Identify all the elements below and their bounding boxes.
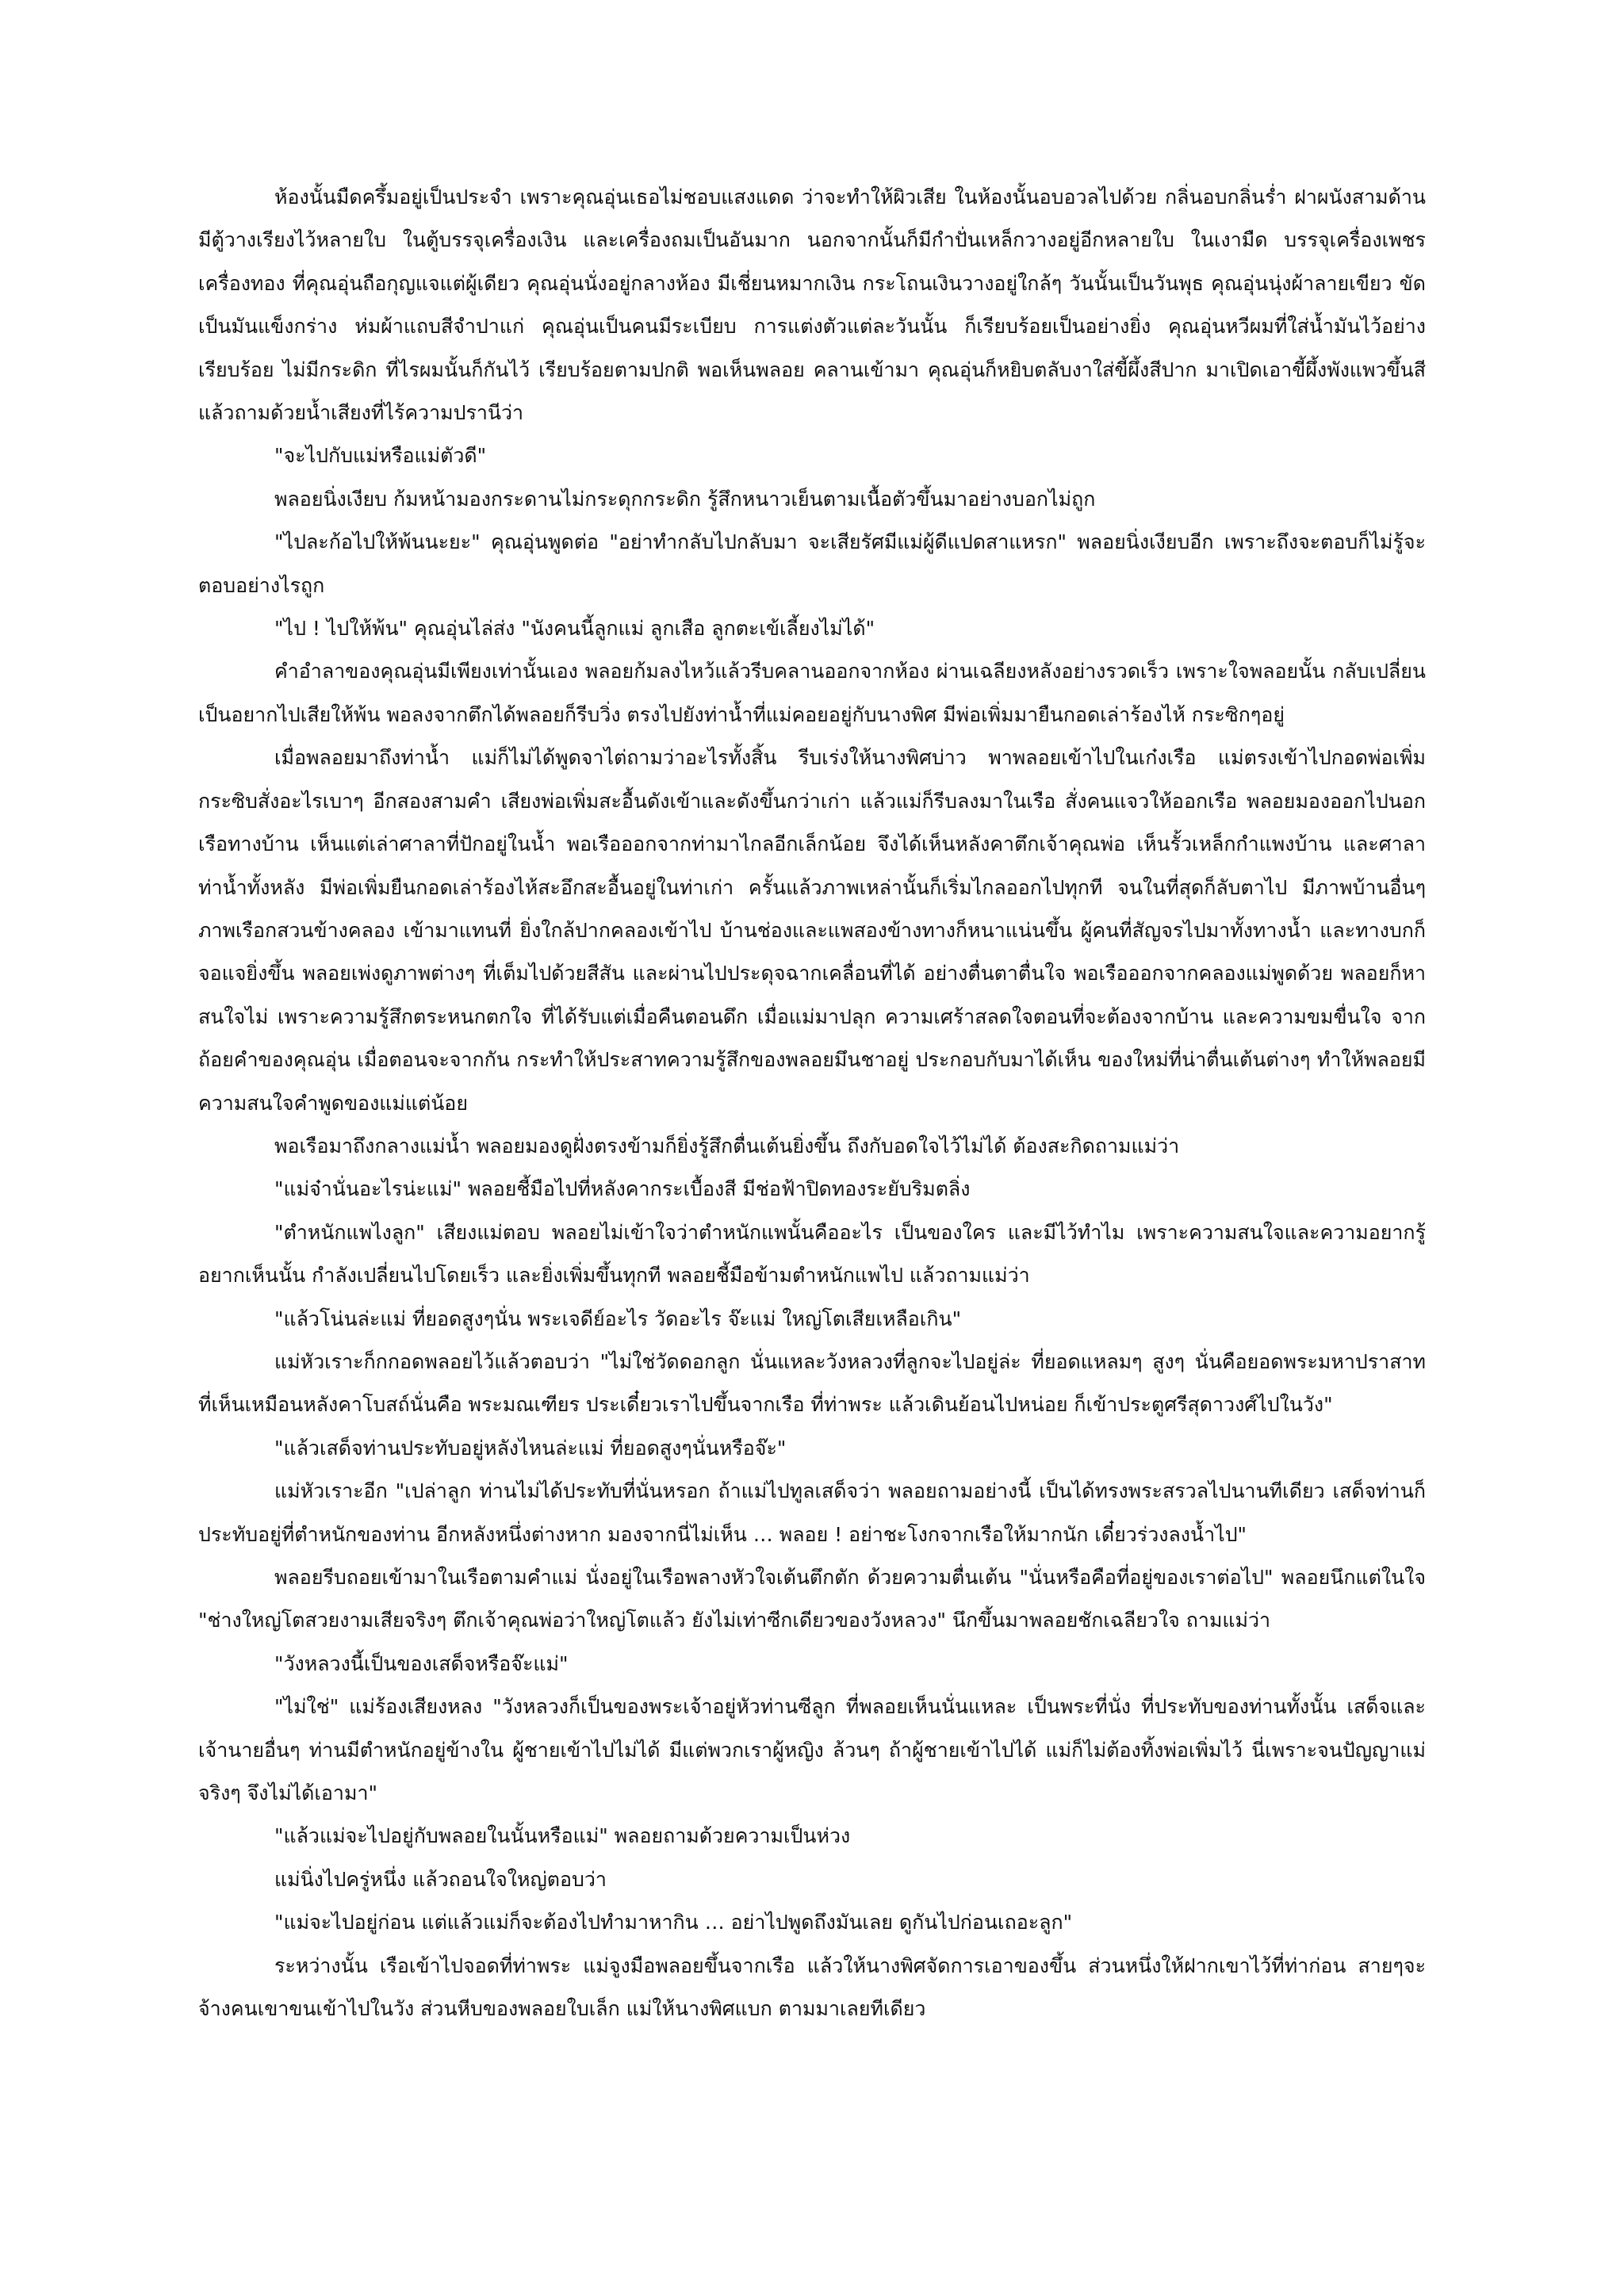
- paragraph: ระหว่างนั้น เรือเข้าไปจอดที่ท่าพระ แม่จูงมือพลอยขึ้นจากเรือ แล้วให้นางพิศจัดการเอาของขึ้น ส่วนหนึ่งให้ฝากเขาไว้ที่ท่าก่อน สายๆจะจ้างคนเขาขนเข้าไปในวัง ส่วนหีบของพลอยใบเล็ก แม่ให้นางพิศแบก ตามมาเลยทีเดียว: [198, 1954, 1426, 2021]
- paragraph: แม่นิ่งไปครู่หนึ่ง แล้วถอนใจใหญ่ตอบว่า: [274, 1867, 607, 1891]
- document-body: [198, 176, 1426, 2030]
- paragraph: พลอยรีบถอยเข้ามาในเรือตามคำแม่ นั่งอยู่ในเรือพลางหัวใจเต้นตึกตัก ด้วยความตื่นเต้น "นั่นหรือคือที่อยู่ของเราต่อไป" พลอยนึกแต่ในใจ "ช่างใหญ่โตสวยงามเสียจริงๆ ตึกเจ้าคุณพ่อว่าใหญ่โตแล้ว ยังไม่เท่าซีกเดียวของวังหลวง" นึกขึ้นมาพลอยชักเฉลียวใจ ถามแม่ว่า: [198, 1566, 1426, 1632]
- paragraph: "จะไปกับแม่หรือแม่ตัวดี": [274, 444, 487, 468]
- paragraph: "แล้วโน่นล่ะแม่ ที่ยอดสูงๆนั่น พระเจดีย์อะไร วัดอะไร จ๊ะแม่ ใหญ่โตเสียเหลือเกิน": [274, 1307, 962, 1330]
- paragraph: พลอยนิ่งเงียบ ก้มหน้ามองกระดานไม่กระดุกกระดิก รู้สึกหนาวเย็นตามเนื้อตัวขึ้นมาอย่างบอกไม่ถูก: [274, 487, 1096, 511]
- paragraph: "แล้วเสด็จท่านประทับอยู่หลังไหนล่ะแม่ ที่ยอดสูงๆนั่นหรือจ๊ะ": [274, 1436, 787, 1460]
- paragraph: แม่หัวเราะก็กกอดพลอยไว้แล้วตอบว่า "ไม่ใช่วัดดอกลูก นั่นแหละวังหลวงที่ลูกจะไปอยู่ล่ะ ที่ยอดแหลมๆ สูงๆ นั่นคือยอดพระมหาปราสาท ที่เห็นเหมือนหลังคาโบสถ์นั่นคือ พระมณเฑียร ประเดี๋ยวเราไปขึ้นจากเรือ ที่ท่าพระ แล้วเดินย้อนไปหน่อย ก็เข้าประตูศรีสุดาวงศ์ไปในวัง": [198, 1349, 1426, 1417]
- paragraph: เมื่อพลอยมาถึงท่าน้ำ แม่ก็ไม่ได้พูดจาไต่ถามว่าอะไรทั้งสิ้น รีบเร่งให้นางพิศบ่าว พาพลอยเข้าไปในเก๋งเรือ แม่ตรงเข้าไปกอดพ่อเพิ่ม กระซิบสั่งอะไรเบาๆ อีกสองสามคำ เสียงพ่อเพิ่มสะอื้นดังเข้าและดังขึ้นกว่าเก่า แล้วแม่ก็รีบลงมาในเรือ สั่งคนแจวให้ออกเรือ พลอยมองออกไปนอกเรือทางบ้าน เห็นแต่เล่าศาลาที่ปักอยู่ในน้ำ พอเรือออกจากท่ามาไกลอีกเล็กน้อย จึงได้เห็นหลังคาตึกเจ้าคุณพ่อ เห็นรั้วเหล็กกำแพงบ้าน และศาลาท่าน้ำทั้งหลัง มีพ่อเพิ่มยืนกอดเล่าร้องไห้สะอึกสะอื้นอยู่ในท่าเก่า ครั้นแล้วภาพเหล่านั้นก็เริ่มไกลออกไปทุกที จนในที่สุดก็ลับตาไป มีภาพบ้านอื่นๆ ภาพเรือกสวนข้างคลอง เข้ามาแทนที่ ยิ่งใกล้ปากคลองเข้าไป บ้านช่องและแพสองข้างทางก็หนาแน่นขึ้น ผู้คนที่สัญจรไปมาทั้งทางน้ำ และทางบกก็จอแจยิ่งขึ้น พลอยเพ่งดูภาพต่างๆ ที่เต็มไปด้วยสีสัน และผ่านไปประดุจฉากเคลื่อนที่ได้ อย่างตื่นตาตื่นใจ พอเรือออกจากคลองแม่พูดด้วย พลอยก็หาสนใจไม่ เพราะความรู้สึกตระหนกตกใจ ที่ได้รับแต่เมื่อคืนตอนดึก เมื่อแม่มาปลุก ความเศร้าสลดใจตอนที่จะต้องจากบ้าน และความขมขื่นใจ จากถ้อยคำของคุณอุ่น เมื่อตอนจะจากกัน กระทำให้ประสาทความรู้สึกของพลอยมึนชาอยู่ ประกอบกับมาได้เห็น ของใหม่ที่น่าตื่นเต้นต่างๆ ทำให้พลอยมีความสนใจคำพูดของแม่แต่น้อย: [198, 746, 1426, 1115]
- paragraph: "วังหลวงนี้เป็นของเสด็จหรือจ๊ะแม่": [274, 1651, 569, 1675]
- paragraph: คำอำลาของคุณอุ่นมีเพียงเท่านั้นเอง พลอยก้มลงไหว้แล้วรีบคลานออกจากห้อง ผ่านเฉลียงหลังอย่างรวดเร็ว เพราะใจพลอยนั้น กลับเปลี่ยนเป็นอยากไปเสียให้พ้น พอลงจากตึกได้พลอยก็รีบวิ่ง ตรงไปยังท่าน้ำที่แม่คอยอยู่กับนางพิศ มีพ่อเพิ่มมายืนกอดเล่าร้องไห้ กระซิกๆอยู่: [198, 660, 1426, 726]
- paragraph: "แม่จะไปอยู่ก่อน แต่แล้วแม่ก็จะต้องไปทำมาหากิน … อย่าไปพูดถึงมันเลย ดูกันไปก่อนเถอะลูก": [274, 1911, 1073, 1934]
- paragraph: พอเรือมาถึงกลางแม่น้ำ พลอยมองดูฝั่งตรงข้ามก็ยิ่งรู้สึกตื่นเต้นยิ่งขึ้น ถึงกับอดใจไว้ไม่ได้ ต้องสะกิดถามแม่ว่า: [274, 1134, 1180, 1158]
- paragraph: "ไป ! ไปให้พ้น" คุณอุ่นไล่ส่ง "นังคนนี้ลูกแม่ ลูกเสือ ลูกตะเข้เลี้ยงไม่ได้": [274, 617, 875, 641]
- paragraph: "แล้วแม่จะไปอยู่กับพลอยในนั้นหรือแม่" พลอยถามด้วยความเป็นห่วง: [274, 1824, 851, 1848]
- paragraph: "ไม่ใช่" แม่ร้องเสียงหลง "วังหลวงก็เป็นของพระเจ้าอยู่หัวท่านซีลูก ที่พลอยเห็นนั่นแหละ เป็นพระที่นั่ง ที่ประทับของท่านทั้งนั้น เสด็จและเจ้านายอื่นๆ ท่านมีตำหนักอยู่ข้างใน ผู้ชายเข้าไปไม่ได้ มีแต่พวกเราผู้หญิง ล้วนๆ ถ้าผู้ชายเข้าไปได้ แม่ก็ไม่ต้องทิ้งพ่อเพิ่มไว้ นี่เพราะจนปัญญาแม่จริงๆ จึงไม่ได้เอามา": [198, 1695, 1426, 1805]
- paragraph: ห้องนั้นมืดครึ้มอยู่เป็นประจำ เพราะคุณอุ่นเธอไม่ชอบแสงแดด ว่าจะทำให้ผิวเสีย ในห้องนั้นอบอวลไปด้วย กลิ่นอบกลิ่นร่ำ ฝาผนังสามด้านมีตู้วางเรียงไว้หลายใบ ในตู้บรรจุเครื่องเงิน และเครื่องถมเป็นอันมาก นอกจากนั้นก็มีกำปั่นเหล็กวางอยู่อีกหลายใบ ในเงามืด บรรจุเครื่องเพชรเครื่องทอง ที่คุณอุ่นถือกุญแจแต่ผู้เดียว คุณอุ่นนั่งอยู่กลางห้อง มีเชี่ยนหมากเงิน กระโถนเงินวางอยู่ใกล้ๆ วันนั้นเป็นวันพุธ คุณอุ่นนุ่งผ้าลายเขียว ขัดเป็นมันแข็งกร่าง ห่มผ้าแถบสีจำปาแก่ คุณอุ่นเป็นคนมีระเบียบ การแต่งตัวแต่ละวันนั้น ก็เรียบร้อยเป็นอย่างยิ่ง คุณอุ่นหวีผมที่ใส่น้ำมันไว้อย่างเรียบร้อย ไม่มีกระดิก ที่ไรผมนั้นก็กันไว้ เรียบร้อยตามปกติ พอเห็นพลอย คลานเข้ามา คุณอุ่นก็หยิบตลับงาใส่ขี้ผึ้งสีปาก มาเปิดเอาขี้ผึ้งพังแพวขึ้นสี แล้วถามด้วยน้ำเสียงที่ไร้ความปรานีว่า: [198, 186, 1426, 425]
- paragraph: "แม่จ๋านั่นอะไรน่ะแม่" พลอยชี้มือไปที่หลังคากระเบื้องสี มีช่อฟ้าปิดทองระยับริมตลิ่ง: [274, 1177, 971, 1201]
- paragraph: แม่หัวเราะอีก "เปล่าลูก ท่านไม่ได้ประทับที่นั่นหรอก ถ้าแม่ไปทูลเสด็จว่า พลอยถามอย่างนี้ เป็นได้ทรงพระสรวลไปนานทีเดียว เสด็จท่านก็ประทับอยู่ที่ตำหนักของท่าน อีกหลังหนึ่งต่างหาก มองจากนี่ไม่เห็น … พลอย ! อย่าชะโงกจากเรือให้มากนัก เดี๋ยวร่วงลงน้ำไป": [198, 1479, 1426, 1546]
- paragraph: "ไปละก้อไปให้พ้นนะยะ" คุณอุ่นพูดต่อ "อย่าทำกลับไปกลับมา จะเสียรัศมีแม่ผู้ดีแปดสาแหรก" พลอยนิ่งเงียบอีก เพราะถึงจะตอบก็ไม่รู้จะตอบอย่างไรถูก: [198, 530, 1426, 597]
- paragraph: "ตำหนักแพไงลูก" เสียงแม่ตอบ พลอยไม่เข้าใจว่าตำหนักแพนั้นคืออะไร เป็นของใคร และมีไว้ทำไม เพราะความสนใจและความอยากรู้อยากเห็นนั้น กำลังเปลี่ยนไปโดยเร็ว และยิ่งเพิ่มขึ้นทุกที พลอยชี้มือข้ามตำหนักแพไป แล้วถามแม่ว่า: [198, 1220, 1426, 1288]
